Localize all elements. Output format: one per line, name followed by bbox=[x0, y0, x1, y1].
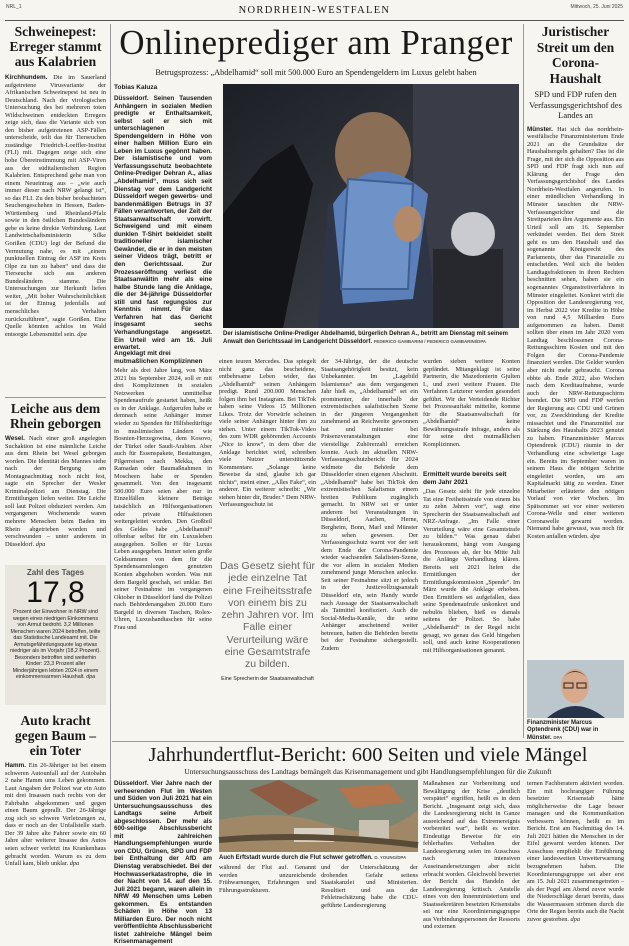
main-col1-body: Mehr als drei Jahre lang, von März 2021 bis September 2024, soll er mit drei Komplizinnen in sozialen Netzwerken unmittelbar Spendenaufrufe gestartet haben, heißt es in der Anklage. Aufgerufen habe er demnach seine Anhänger immer wieder zu Spenden für Hilfsbedürftige in muslimischen Ländern wie Bosnien-Herzegowina, dem Kosovo, der Türkei oder Saudi-Arabien. Aber auch für Essenspakete, Bestattungen, Pilgerreisen nach Mekka, den Ramadan oder Baumaßnahmen in Moscheen habe er Spenden gesammelt. Von den insgesamt 500.000 Euro seien aber nur in Einzelfällen kleinere Beträge tatsächlich an Hilfsorganisationen oder private Hilfsaktionen weitergeleitet worden. Den Großteil des Geldes habe „Abdelhamid“ offenbar selbst für ein Luxusleben ausgegeben. Sollen er für Luxus Leben ausgegeben. Immer seien große Geldsummen von dem für die Spendensammlungen genutzten Konten abgehoben worden. Was mit dem Bargeld geschah, sei unklar. Bei seiner Festnahme im vergangenen Oktober in Düsseldorf fand die Polizei nach Behördenangaben 20.000 Euro Bargeld in diversen Taschen, Rolex-Uhren, Luxushandtaschen für seine Frau und bbox=[114, 367, 212, 631]
main-col-1b bbox=[114, 347, 212, 729]
photo-credit: FEDERICO GAMBARINI / FEDERICO GAMBARINI/DPA bbox=[373, 339, 487, 345]
left-story-leiche bbox=[5, 401, 106, 558]
headline: Auto kracht gegen Baum – ein Toter bbox=[15, 713, 96, 758]
big-number: 17,8 bbox=[26, 576, 85, 609]
bottom-col-4: Maßnahmen zur Vorbereitung und Bewältigung der Krise „deutlich verspätet“ ergriffen, heißt es in dem Bericht. „Insgesamt zeigt sich, dass die Landesregierung nicht in Ganze ausreichend auf das Extremereignis vorbereitet war“, heißt es weiter. Eindeutige Beweise für ein fehlerhaftes Verhalten der Landesregierung seien im Ausschuss nach intensiven Auseinandersetzungen aber nicht erbracht worden. Gleichwohl bewertet der Bericht das Handeln der Landesregierung kritisch. Anstelle eines von den Innenministerium und Staatssekretären besetzten Krisenstabs sei nur eine Koordinierungsgruppe aus Verbindungspersonen der Ressorts und externen bbox=[423, 780, 520, 931]
bottom-subtitle: Untersuchungsausschuss des Landtags bemängelt das Krisenmanagement und gibt Handlungsempfehlungen für die Zukunft bbox=[184, 767, 552, 776]
main-col-1 bbox=[114, 84, 212, 352]
left-story-unfall bbox=[5, 713, 106, 887]
box-label: Zahl des Tages bbox=[26, 568, 85, 577]
subhead: Ermittelt wurde bereits seit dem Jahr 2021 bbox=[423, 471, 507, 486]
bottom-col-5: ternen Fachberatern aktiviert worden. Ein mit hochrangiger Führung besetzter Krisenstab hätte möglicherweise die Lage besser managen und die Kommunikation verbessern können, heißt es im Bericht. Erst am Nachmittag des 14. Juli 2021 hätten die Menschen in der Eifel gewarnt werden können. Der Ausschuss empfiehlt die Einführung einer landesweiten Unwetterwarnung bezugnehmen haben. Die Koordinierungsgruppe sei aber erst am 15. Juli 2021 zusammengetreten – als der Pegel am Abend zuvor wurde die Niederschläge derart bereits, dass die Wassermassen strömen durch die Orte der Regen bereits auch die Nacht zuvor gestorben. dpa bbox=[527, 780, 624, 923]
photo-caption: Der islamistische Online-Prediger Abdelhamid, bürgerlich Dehran A., betritt am Dienstag mit seinem Anwalt den Gerichtssaal im Landgericht Düsseldorf. FEDERICO GAMBARINI / FEDERICO GAMBARINI/DPA bbox=[223, 331, 508, 346]
portrait-illustration bbox=[527, 660, 624, 718]
article-body: Münster. Hat sich das nordrhein-westfälische Finanzministerium Ende 2021 an die Grundsätze der Haushaltsregeln gehalten? Das ist die Frage, mit der sich die Opposition aus SPD und FDP fragt sich nun auf Klärung der Frage den Verfassungsgerichtshof des Landes Nordrhein-Westfalen angerufen. In einer mündlichen Verhandlung in Münster tauschten die NRW-Verfassungsrichter und die Streitparteien ihre Argumente aus. Ein Urteil soll am 16. September verkündet werden. Bei dem Streit geht es um den Haushalt und das sogenannte Königsrecht des Parlaments, über das Finanzielle zu entscheiden. Weil sich die beiden Landtagsfraktionen in ihren Rechten beschnitten sehen, haben sie ein sogenanntes Organstreitverfahren in Münster eingeleitet. Konkret wirft die Opposition der Landesregierung vor, im Herbst 2022 vier Kredite in Höhe von rund 4,5 Milliarden Euro aufgenommen zu haben. Damit sollten über einen im Jahr 2020 vom Landtag beschlossenen Corona-Rettungsschirm Kosten und mit den Folgen der Corona-Pandemie finanziert werden. Die Gelder wurden aber nicht mehr gebraucht. Corona ebbte ab. Ende 2022, also Wochen nach dem Kreditaufnahme, wurde auch der NRW-Rettungsschirm beendet. Die SPD und FDP werfen der Regierung aus CDU und Grünen vor, zu Zweckbindung der Kredite missachtet und die Finanzmittel zur Stärkung des Haushalts 2023 genutzt zu haben. Finanzminister Marcus Optendrenk (CDU) räumte in der Verhandlung eine schwierige Lage ein. Bereits im September waren in seinem Haus die nötigen Schritte eingeleitet worden, um am Kapitalmarkt tätig zu werden. Einer Mitarbeiter erläuterte den nötigen Vorlauf von vier Wochen. Im Spätsommer sei vor einer weiteren Corona-Welle und einer weiteren Coronawelle gewarnt worden. Niemand habe gewusst, was noch für Kosten anfallen würden. dpa bbox=[527, 125, 624, 541]
issue-date: Mittwoch, 25. Juni 2025 bbox=[570, 4, 623, 10]
article-body: Kirchhundem. Die im Sauerland aufgetretene Virusvariante der Afrikanischen Schweinepest ist neu in Deutschland. Nach der virologischen Untersuchung des bei mehreren toten Wildschweinen entdeckten Erregers zeige sich, dass die Variante sich von den bisher aufgetretenen ASP-Fällen unterscheide, teilt das für Tierseuchen zuständige Friedrich-Loeffler-Institut (FLI) mit. Dagegen zeige sich eine hohe Übereinstimmung mit ASP-Viren aus der süditalienischen Region Kalabrien. Entsprechend gehe man von einem Neueintrag aus – „wie auch immer dieser nach NRW gelangt ist“, so das FLI. Zu den bisher beobachteten Seuchengeschehen in Hessen, Baden-Württemberg und Rheinland-Pfalz sowie in den östlichen Bundesländern gebe es keine direkte Verbindung. Laut Landwirtschaftsministerin Silke Gorißen (CDU) legt der Befund die Vermutung nahe, es mit „einem punktuellen Eintrag der ASP im Kreis Olpe zu tun zu haben“ und dass die Tierseuche sich aus anderen Bundesländern stamme. Die Untersuchungen zur Herkunft liefen weiter, „Mit hoher Wahrscheinlichkeit ist der Eintrag jedenfalls auf menschliches Verhalten zurückzuführen“, sagte Gorißen. Eine Quelle könnten achtlos im Wald entsorgte Lebensmittel sein. dpa bbox=[5, 74, 106, 338]
article-body: Wesel. Nach einer groß angelegten Suchaktion ist eine männliche Leiche aus dem Rhein bei Wesel geborgen worden. Die Identität des Mannes stehe nach der Bergung am Montagnachmittag noch nicht fest, sagte ein Sprecher der Wesler Kriminalpolizei am Dienstag. Die Ermittlungen liefen weiter. Die Leiche soll laut Polizei obduziert werden. Am vergangenen Wochenende waren mehrere Menschen beim Baden im Rhein abgetrieben worden und verschwunden – unter anderem in Düsseldorf. dpa bbox=[5, 435, 106, 548]
main-col-4 bbox=[423, 358, 520, 718]
main-subtitle: Betrugsprozess: „Abdelhamid“ soll mit 500.000 Euro an Spendengeldern im Luxus gelebt haben bbox=[155, 68, 477, 77]
courtroom-photo-illustration bbox=[223, 84, 519, 328]
author: Tobias Kaluza bbox=[114, 84, 158, 91]
bottom-col-1: Düsseldorf. Vier Jahre nach der verheerenden Flut im Westen und Süden von Juli 2021 hat ein Untersuchungsausschuss des Landtags seine Arbeit abgeschlossen. Der mehr als 600-seitige Abschlussbericht mit zahlreichen Handlungsempfehlungen wurde von CDU, Grünen, SPD und FDP bei Enthaltung der AfD am Dienstag verabschiedet. Bei der Hochwasserkatastrophe, die in der Nacht von 14. auf den 15. Juli 2021 begann, waren allein in NRW 49 Menschen ums Leben gekommen. Es entstanden Schäden in Höhe von 13 Milliarden Euro. Der noch nicht veröffentlichte Abschlussbericht listet zahlreiche Mängel beim Krisenmanagement bbox=[114, 780, 212, 946]
pull-quote bbox=[219, 560, 316, 716]
bottom-col-3: und der Unterschätzung der drohenden Gefahr seitens Staatskanzlei und Ministerien. Resultiert und aus der Fehleinschätzung habe die CDU-geführte Landesregierung bbox=[321, 864, 418, 909]
left-column-divider bbox=[110, 24, 111, 838]
main-photo bbox=[223, 84, 519, 328]
box-text: Prozent der Einwohner in NRW sind wegen eines niedrigen Einkommens von Armut bedroht. 3,2 Millionen Menschen waren 2024 betroffen, teilte das Statistische Landesamt mit. Die Armutsgefährdungsquote lag etwas niedriger als im Vorjahr (18,2 Prozent). Besonders betroffen sind weiterhin Kinder: 23,3 Prozent aller Minderjährigen lebten 2024 in einem einkommensarmen Haushalt. dpa bbox=[10, 609, 101, 680]
headline: Leiche aus dem Rhein geborgen bbox=[9, 401, 102, 431]
main-col-3: der 34-Jährige, der die deutsche Staatsangehörigkeit besitzt, kein Unbekannter. Im „Lagebild Islamismus“ aus dem vergangenen Jahr hieß es, „Abdelhamid“ sei ein prominenter, der innerhalb der extremistischen salafistischen Szene in der jüngeren Vergangenheit zunehmend an Reichweite gewonnen hat und mitunter bei Präsenzveranstaltungen eine vierstellige Zuhörerzahl erreichen konnte. Auch im aktuellen NRW-Verfassungsschutzbericht für 2024 widmete die Behörde dem Düsseldorfer einen eigenen Abschnitt. „Abdelhamid“ habe bei TikTok den extremistischen Salafismus einem breiten Publikum zugänglich gemacht. In NRW sei er unter anderem bei Veranstaltungen in Düsseldorf, Aachen, Herne, Bergheim, Bonn, Marl und Münster zu sehen gewesen. Der Verfassungsschutz warnt vor der seit dem Ende der Corona-Pandemie wieder wachsenden Salafisten-Szene, die vor allem in sozialen Medien zunehmend junge Menschen anlocke. Seit seiner Festnahme sitzt er jedoch in der Justizvollzugsanstalt Düsseldorf ein, sein Handy wurde nach Aussage der Staatsanwaltschaft als Tatmittel konfisziert. Auch die Social-Media-Kanäle, die seine Anhänger anscheinend weiter betreuen, hatten die Behörden bereits bei der Festnahme sichergestellt. Zudem bbox=[321, 358, 418, 652]
bottom-col-2: während der Flut auf. Genannt werden unzureichende Frühwarnungen, Erfahrungen und Führungsstrukturen. bbox=[219, 864, 316, 894]
right-story-corona-haushalt bbox=[527, 24, 624, 623]
main-headline: Onlineprediger am Pranger bbox=[119, 23, 513, 62]
quote-text: Das Gesetz sieht für jede einzelne Tat eine Freiheitsstrafe von einem bis zu zehn Jahren vor. Im Falle einer Verurteilung wäre eine Gesamtstrafe zu bilden. bbox=[219, 560, 316, 671]
header-rule bbox=[5, 20, 624, 21]
flood-photo-caption: Auch Erftstadt wurde durch die Flut schwer getroffen. D. YOUNG/DPA bbox=[219, 855, 407, 861]
main-col-2-top: einen teuren Mercedes. Das spiegelt nicht ganz das bescheidene, entbehrsame Leben wider, das „Abdelhamid“ seinen Anhängern predigt. Rund 200.000 Menschen folgen ihm bei Instagram. Bei TikTok haben seine Videos 15 Millionen Likes. Trotz der Vorwürfe scheinen viele seiner Anhänger hinter ihm zu stehen. Unter einem TikTok-Video des zum WDR gehörenden Accounts „Nice to know“, in dem über die Anklage berichtet wird, schreiben viele Nutzer unterstützende Kommentare. „Solange keine Beweise da sind, glaube ich gar nichts“, meint einer. „Alles Fake“, ein anderer. Ein weiterer schreibt: „Wir stehen hinter dir, Bruder.“ Dem NRW-Verfassungsschutz ist bbox=[219, 358, 316, 509]
bottom-story-rule bbox=[112, 741, 624, 742]
flood-aerial-illustration bbox=[219, 780, 418, 852]
subheadline: SPD und FDP rufen den Verfassungsgerichtshof des Landes an bbox=[529, 89, 622, 120]
right-column-divider bbox=[523, 24, 524, 738]
subhead: Angeklagt mit drei mutmaßlichen Komplizinnen bbox=[114, 350, 203, 365]
quote-source: Eine Sprecherin der Staatsanwaltschaft bbox=[221, 675, 314, 682]
number-of-the-day-box bbox=[5, 565, 106, 705]
headline: Juristischer Streit um den Corona-Haushalt bbox=[536, 24, 615, 86]
main-col4-top: wurden sieben weitere Konten gepfändet. Mitangeklagt ist seine Partnerin, die Mazedonierin Gjulten I., und zwei weitere Frauen. Die Verfahren Letzterer werden gesondert geführt. Wir der Verteidende Richter bei Prozessauftakt mitteilte, komme für die Staatsanwaltschaft für „Abdelhamid“ keine Bewährungsstrafe infrage, anders als für seine drei mutmaßlichen Komplizinnen. bbox=[423, 358, 520, 449]
portrait-photo bbox=[527, 660, 624, 718]
headline: Schweinepest: Erreger stammt aus Kalabrien bbox=[9, 24, 102, 69]
section-title: NORDRHEIN-WESTFALEN bbox=[238, 5, 391, 16]
flood-photo bbox=[219, 780, 418, 852]
main-col4-body: „Das Gesetz sieht für jede einzelne Tat eine Freiheitsstrafe von einem bis zu zehn Jahren vor“, sagt eine Sprecherin der Staatsanwaltschaft auf NRZ-Anfrage. „Im Falle einer Verurteilung wäre eine Gesamtstrafe zu bilden.“ Was genau dabei herauskommt, hängt vom Ausgang des Prozesses ab, der bis Mitte Juli die Anfänge Verhandlung klären. Bereits seit 2021 liefen die Ermittlungen der Ermittlungskommission „Spende“. Im März wurde die Anklage erhoben. Den Ermittlern sei aufgefallen, dass seine Spendenaufrufe unkonkret und nebulös blieben, hieß es damals seitens der Polizei. So habe „Abdelhamid“ in der Regel nicht gesagt, wo genau das Geld hingehen soll, und auch keine Kooperationen mit Hilfsorganisationen genannt. bbox=[423, 488, 520, 654]
main-col1-intro: Düsseldorf. Seinen Tausenden Anhängern in sozialen Medien predigte er Enthaltsamkeit, selbst soll er sich mit unterschlagenen Spendengeldern in Höhe von einer halben Million Euro ein Leben im Luxus gegönnt haben. Der islamistische und vom Verfassungsschutz beobachtete Online-Prediger Dehran A., alias „Abdelhamid“, muss sich seit Dienstag vor dem Landgericht Düsseldorf wegen gewerbs- und bandenmäßigen Betrugs in 37 Fällen verantworten, der Zeit der Staatsanwaltschaft vorwirft. Schweigend und mit einem dunklen T-Shirt bekleidet stellt traditioneller islamischer Gewänder, die er in den meisten seiner Videos trägt, betritt er den Gerichtssaal. Zur Prozesseröffnung verliest die Staatsanwältin mehr als eine halbe Stunde lang die Anklage, die der 34-jährige Düsseldorfer still und fast regungslos zur Kenntnis nimmt. Für das Verfahren hat das Gericht insgesamt sechs Verhandlungstage angesetzt. Ein Urteil wird am 16. Juli erwartet. bbox=[114, 95, 212, 352]
article-body: Hamm. Ein 26-Jähriger ist bei einem schweren Autounfall auf der Autobahn 2 nahe Hamm ums Leben gekommen. Laut Angaben der Polizei war ein Auto mit drei Insassen nach rechts von der Fahrbahn abgekommen und gegen einen Baum geprallt. Der 26-Jährige zog sich so schwere Verletzungen zu, dass er noch an der Unfallstelle starb. Der 39 Jahre alte Fahrer sowie ein 60 Jahre alter weiterer Insasse des Autos seien schwer verletzt ins Krankenhaus gebracht worden. Warum es zu dem Unfall kam, blieb unklar. dpa bbox=[5, 762, 106, 868]
bottom-headline: Jahrhundertflut-Bericht: 600 Seiten und viele Mängel bbox=[148, 744, 588, 766]
page-id: NRL_1 bbox=[6, 4, 22, 10]
portrait-caption: Finanzminister Marcus Optendrenk (CDU) war in Münster. DPA bbox=[527, 720, 599, 742]
left-story-schweinepest bbox=[5, 24, 106, 361]
divider bbox=[5, 397, 106, 398]
